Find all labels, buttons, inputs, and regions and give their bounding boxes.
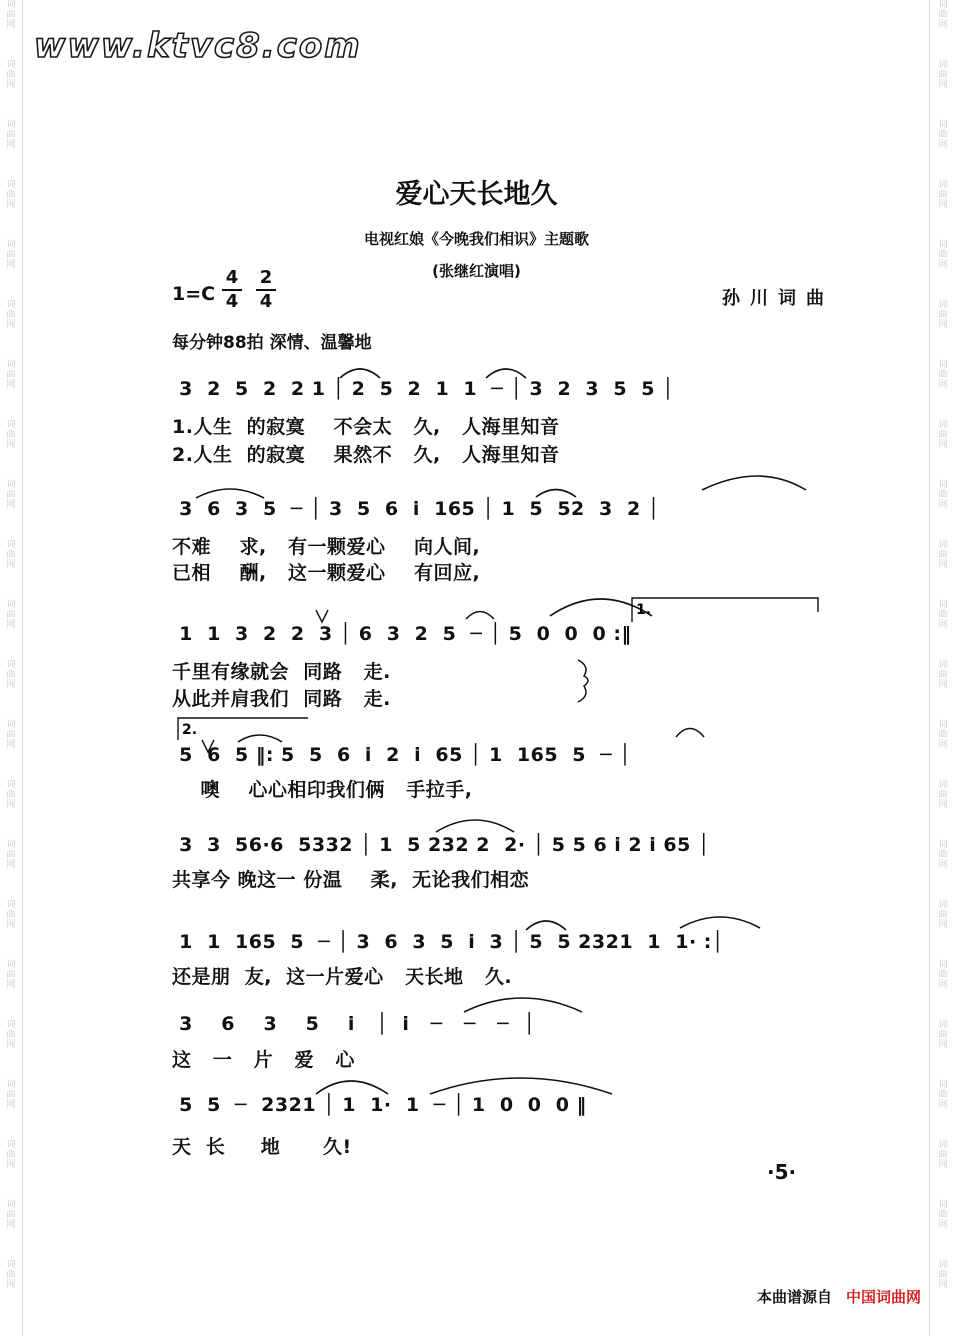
slur [316,1081,388,1094]
side-watermark-char: 网 [938,140,948,150]
side-watermark-char: 词 [6,1140,16,1150]
volta-2-label: 2. [182,722,198,738]
side-watermark-char: 词 [6,480,16,490]
side-watermark-char: 网 [938,860,948,870]
slur [340,369,380,378]
side-watermark-char: 网 [6,140,16,150]
volta-2-bracket [178,718,308,740]
side-watermark-char: 词 [938,660,948,670]
side-watermark-char: 词 [938,120,948,130]
side-watermark-char: 网 [6,380,16,390]
side-watermark-char: 曲 [938,250,948,260]
side-watermark-char: 词 [938,780,948,790]
side-watermark-char: 词 [6,1200,16,1210]
side-watermark-char: 词 [938,840,948,850]
slur [680,917,760,928]
side-watermark-char: 曲 [938,1210,948,1220]
side-watermark-char: 曲 [6,430,16,440]
side-watermark-char: 词 [938,900,948,910]
side-watermark-char: 曲 [6,670,16,680]
side-watermark-char: 词 [6,300,16,310]
side-watermark-char: 词 [6,0,16,10]
lyric-line-1a: 1.人生 的寂寞 不会太 久, 人海里知音 [172,416,560,438]
side-watermark-char: 曲 [6,190,16,200]
side-watermark-char: 网 [938,80,948,90]
side-watermark-char: 曲 [6,550,16,560]
side-watermark-char: 网 [6,1280,16,1290]
slur [466,612,494,620]
lyric-line-5: 共享今 晚这一 份温 柔, 无论我们相恋 [172,869,530,891]
side-watermark-char: 曲 [938,1030,948,1040]
lyric-line-1b: 2.人生 的寂寞 果然不 久, 人海里知音 [172,444,560,466]
lyric-line-2a: 不难 求, 有一颗爱心 向人间, [172,536,481,558]
side-watermark-char: 曲 [938,1270,948,1280]
side-watermark-char: 网 [938,20,948,30]
footer-text: 本曲谱源自 [756,1288,832,1306]
lyric-line-3b: 从此并肩我们 同路 走. [172,688,391,710]
notation-line-1: 3 2 5 2 2 1 │ 2 5 2 1 1 ─ │ 3 2 3 5 5 │ [172,378,675,400]
side-watermark-char: 网 [6,200,16,210]
slur [430,1078,612,1094]
side-watermark-char: 词 [6,120,16,130]
side-watermark-char: 网 [6,500,16,510]
lyric-brace [578,660,588,702]
side-watermark-char: 词 [6,840,16,850]
side-watermark-char: 词 [6,960,16,970]
side-watermark-char: 曲 [938,130,948,140]
side-watermark-char: 词 [6,1020,16,1030]
side-watermark-char: 网 [6,1160,16,1170]
site-watermark: www.ktvc8.com [34,26,362,66]
side-watermark-char: 词 [6,780,16,790]
side-watermark-char: 网 [6,1100,16,1110]
side-watermark-char: 曲 [938,310,948,320]
side-watermark-char: 曲 [938,610,948,620]
lyric-line-7: 这 一 片 爱 心 [172,1049,355,1071]
side-watermark-char: 词 [6,900,16,910]
slur [526,921,566,930]
side-watermark-char: 网 [938,980,948,990]
side-watermark-char: 网 [6,680,16,690]
side-watermark-char: 曲 [6,850,16,860]
side-watermark-char: 曲 [6,610,16,620]
side-watermark-char: 网 [6,80,16,90]
side-watermark-char: 曲 [6,730,16,740]
side-watermark-char: 网 [938,440,948,450]
side-watermark-char: 词 [938,1080,948,1090]
ts-bottom: 4 [225,291,239,312]
notation-line-3: 1 1 3 2 2 3 │ 6 3 2 5 ─ │ 5 0 0 0 :‖ [172,623,632,645]
side-watermark-char: 词 [6,660,16,670]
side-watermark-char: 词 [6,360,16,370]
side-watermark-char: 网 [6,1220,16,1230]
side-watermark-char: 曲 [938,670,948,680]
side-watermark-char: 词 [938,60,948,70]
side-watermark-char: 词 [938,960,948,970]
side-watermark-char: 网 [6,560,16,570]
lyric-line-8: 天 长 地 久! [172,1136,352,1158]
side-watermark-char: 网 [938,1100,948,1110]
side-watermark-char: 词 [6,1080,16,1090]
side-watermark-char: 网 [938,500,948,510]
side-watermark-char: 曲 [938,910,948,920]
side-watermark-char: 曲 [6,1270,16,1280]
side-watermark-char: 曲 [938,970,948,980]
side-watermark-char: 词 [6,60,16,70]
side-watermark-char: 曲 [6,910,16,920]
side-watermark-char: 网 [6,980,16,990]
side-watermark-char: 曲 [6,310,16,320]
side-watermark-char: 曲 [938,1150,948,1160]
song-subtitle: 电视红娘《今晚我们相识》主题歌 [363,230,589,248]
slur [464,998,582,1012]
tempo-marking: 每分钟88拍 深情、温馨地 [172,333,372,353]
side-watermark-char: 曲 [938,850,948,860]
side-watermark-char: 曲 [938,550,948,560]
side-watermark-char: 曲 [6,970,16,980]
side-watermark-char: 网 [938,560,948,570]
side-watermark-char: 网 [6,740,16,750]
key-signature: 1=C [172,283,216,305]
side-watermark-char: 网 [938,1160,948,1170]
side-watermark-char: 网 [938,1040,948,1050]
side-watermark-char: 词 [938,240,948,250]
side-watermark-char: 网 [938,740,948,750]
side-watermark-char: 网 [6,920,16,930]
side-watermark-char: 曲 [6,1030,16,1040]
ts-bottom: 4 [259,291,273,312]
volta-1-bracket [632,598,818,622]
ts-top: 2 [259,267,273,288]
side-watermark-char: 网 [938,200,948,210]
side-watermark-char: 网 [6,1040,16,1050]
side-watermark-char: 网 [938,920,948,930]
side-watermark-char: 词 [938,480,948,490]
lyric-line-6: 还是朋 友, 这一片爱心 天长地 久. [172,966,513,988]
side-watermark-char: 曲 [6,1210,16,1220]
slur [196,489,264,498]
side-watermark-char: 曲 [938,10,948,20]
slur [486,369,526,378]
breath-mark [316,610,328,622]
side-watermark-char: 词 [6,600,16,610]
slur [536,490,576,498]
footer-site-link[interactable]: 中国词曲网 [845,1288,921,1306]
side-watermark-char: 曲 [938,190,948,200]
side-watermark-char: 网 [938,620,948,630]
page-number: ·5· [767,1160,797,1184]
side-watermark-char: 词 [6,540,16,550]
side-watermark-char: 曲 [6,70,16,80]
side-watermark-char: 曲 [6,1150,16,1160]
lyric-line-3a: 千里有缘就会 同路 走. [172,661,391,683]
side-watermark-char: 网 [938,320,948,330]
side-watermark-char: 词 [6,180,16,190]
side-watermark-char: 词 [938,1200,948,1210]
notation-line-2: 3 6 3 5 ─ │ 3 5 6 i 165 │ 1 5 52 3 2 │ [172,498,660,520]
ts-top: 4 [225,267,239,288]
side-watermark-char: 词 [938,180,948,190]
side-watermark-char: 网 [938,1220,948,1230]
side-watermark-char: 词 [938,540,948,550]
notation-line-8: 5 5 ─ 2321 │ 1 1· 1 ─ │ 1 0 0 0 ‖ [172,1094,587,1116]
side-watermark-char: 词 [938,360,948,370]
side-watermark-char: 曲 [6,370,16,380]
side-watermark-char: 曲 [938,490,948,500]
side-watermark-char: 词 [938,0,948,10]
volta-1-label: 1. [636,602,652,618]
side-watermark-char: 曲 [6,10,16,20]
side-watermark-char: 曲 [938,370,948,380]
side-watermark-char: 网 [938,1280,948,1290]
side-watermark-char: 网 [6,620,16,630]
side-watermark-char: 曲 [938,730,948,740]
side-watermark-char: 网 [938,680,948,690]
lyric-line-4: 噢 心心相印我们俩 手拉手, [172,779,473,801]
song-title: 爱心天长地久 [395,179,558,210]
side-watermark-char: 词 [938,1020,948,1030]
singer-credit: (张继红演唱) [432,262,521,280]
notation-line-6: 1 1 165 5 ─ │ 3 6 3 5 i 3 │ 5 5 2321 1 1· :│ [172,931,724,953]
notation-line-7: 3 6 3 5 i │ i ─ ─ ─ │ [172,1013,536,1035]
side-watermark-char: 网 [938,380,948,390]
breath-mark [202,740,214,752]
side-watermark-char: 曲 [6,130,16,140]
side-watermark-char: 曲 [6,490,16,500]
side-watermark-char: 网 [6,320,16,330]
side-watermark-char: 词 [938,300,948,310]
source-footer [757,1286,921,1307]
slur [238,735,282,742]
composer-credit: 孙川词曲 [722,288,834,309]
side-watermark-char: 词 [938,720,948,730]
side-watermark-char: 词 [6,420,16,430]
slur [436,820,514,832]
lyric-line-2b: 已相 酬, 这一颗爱心 有回应, [172,562,481,584]
side-watermark-char: 曲 [6,790,16,800]
side-watermark-char: 网 [6,860,16,870]
side-watermark-char: 曲 [938,790,948,800]
side-watermark-char: 曲 [938,70,948,80]
side-watermark-char: 词 [938,600,948,610]
slur [702,476,806,490]
side-watermark-char: 曲 [938,430,948,440]
slur [676,729,704,738]
notation-line-5: 3 3 56·6 5332 │ 1 5 232 2 2· │ 5 5 6 i 2 i 65 │ [172,834,710,856]
side-watermark-char: 网 [6,440,16,450]
side-watermark-char: 网 [938,260,948,270]
side-watermark-char: 曲 [6,250,16,260]
side-watermark-char: 词 [938,420,948,430]
notation-line-4: 5 6 5 ‖: 5 5 6 i 2 i 65 │ 1 165 5 ─ │ [172,744,632,766]
side-watermark-char: 词 [938,1140,948,1150]
side-watermark-char: 词 [938,1260,948,1270]
side-watermark-char: 词 [6,720,16,730]
side-watermark-char: 词 [6,1260,16,1270]
side-watermark-char: 网 [6,800,16,810]
side-watermark-char: 网 [938,800,948,810]
side-watermark-char: 词 [6,240,16,250]
side-watermark-char: 网 [6,260,16,270]
side-watermark-char: 网 [6,20,16,30]
side-watermark-char: 曲 [938,1090,948,1100]
side-watermark-char: 曲 [6,1090,16,1100]
